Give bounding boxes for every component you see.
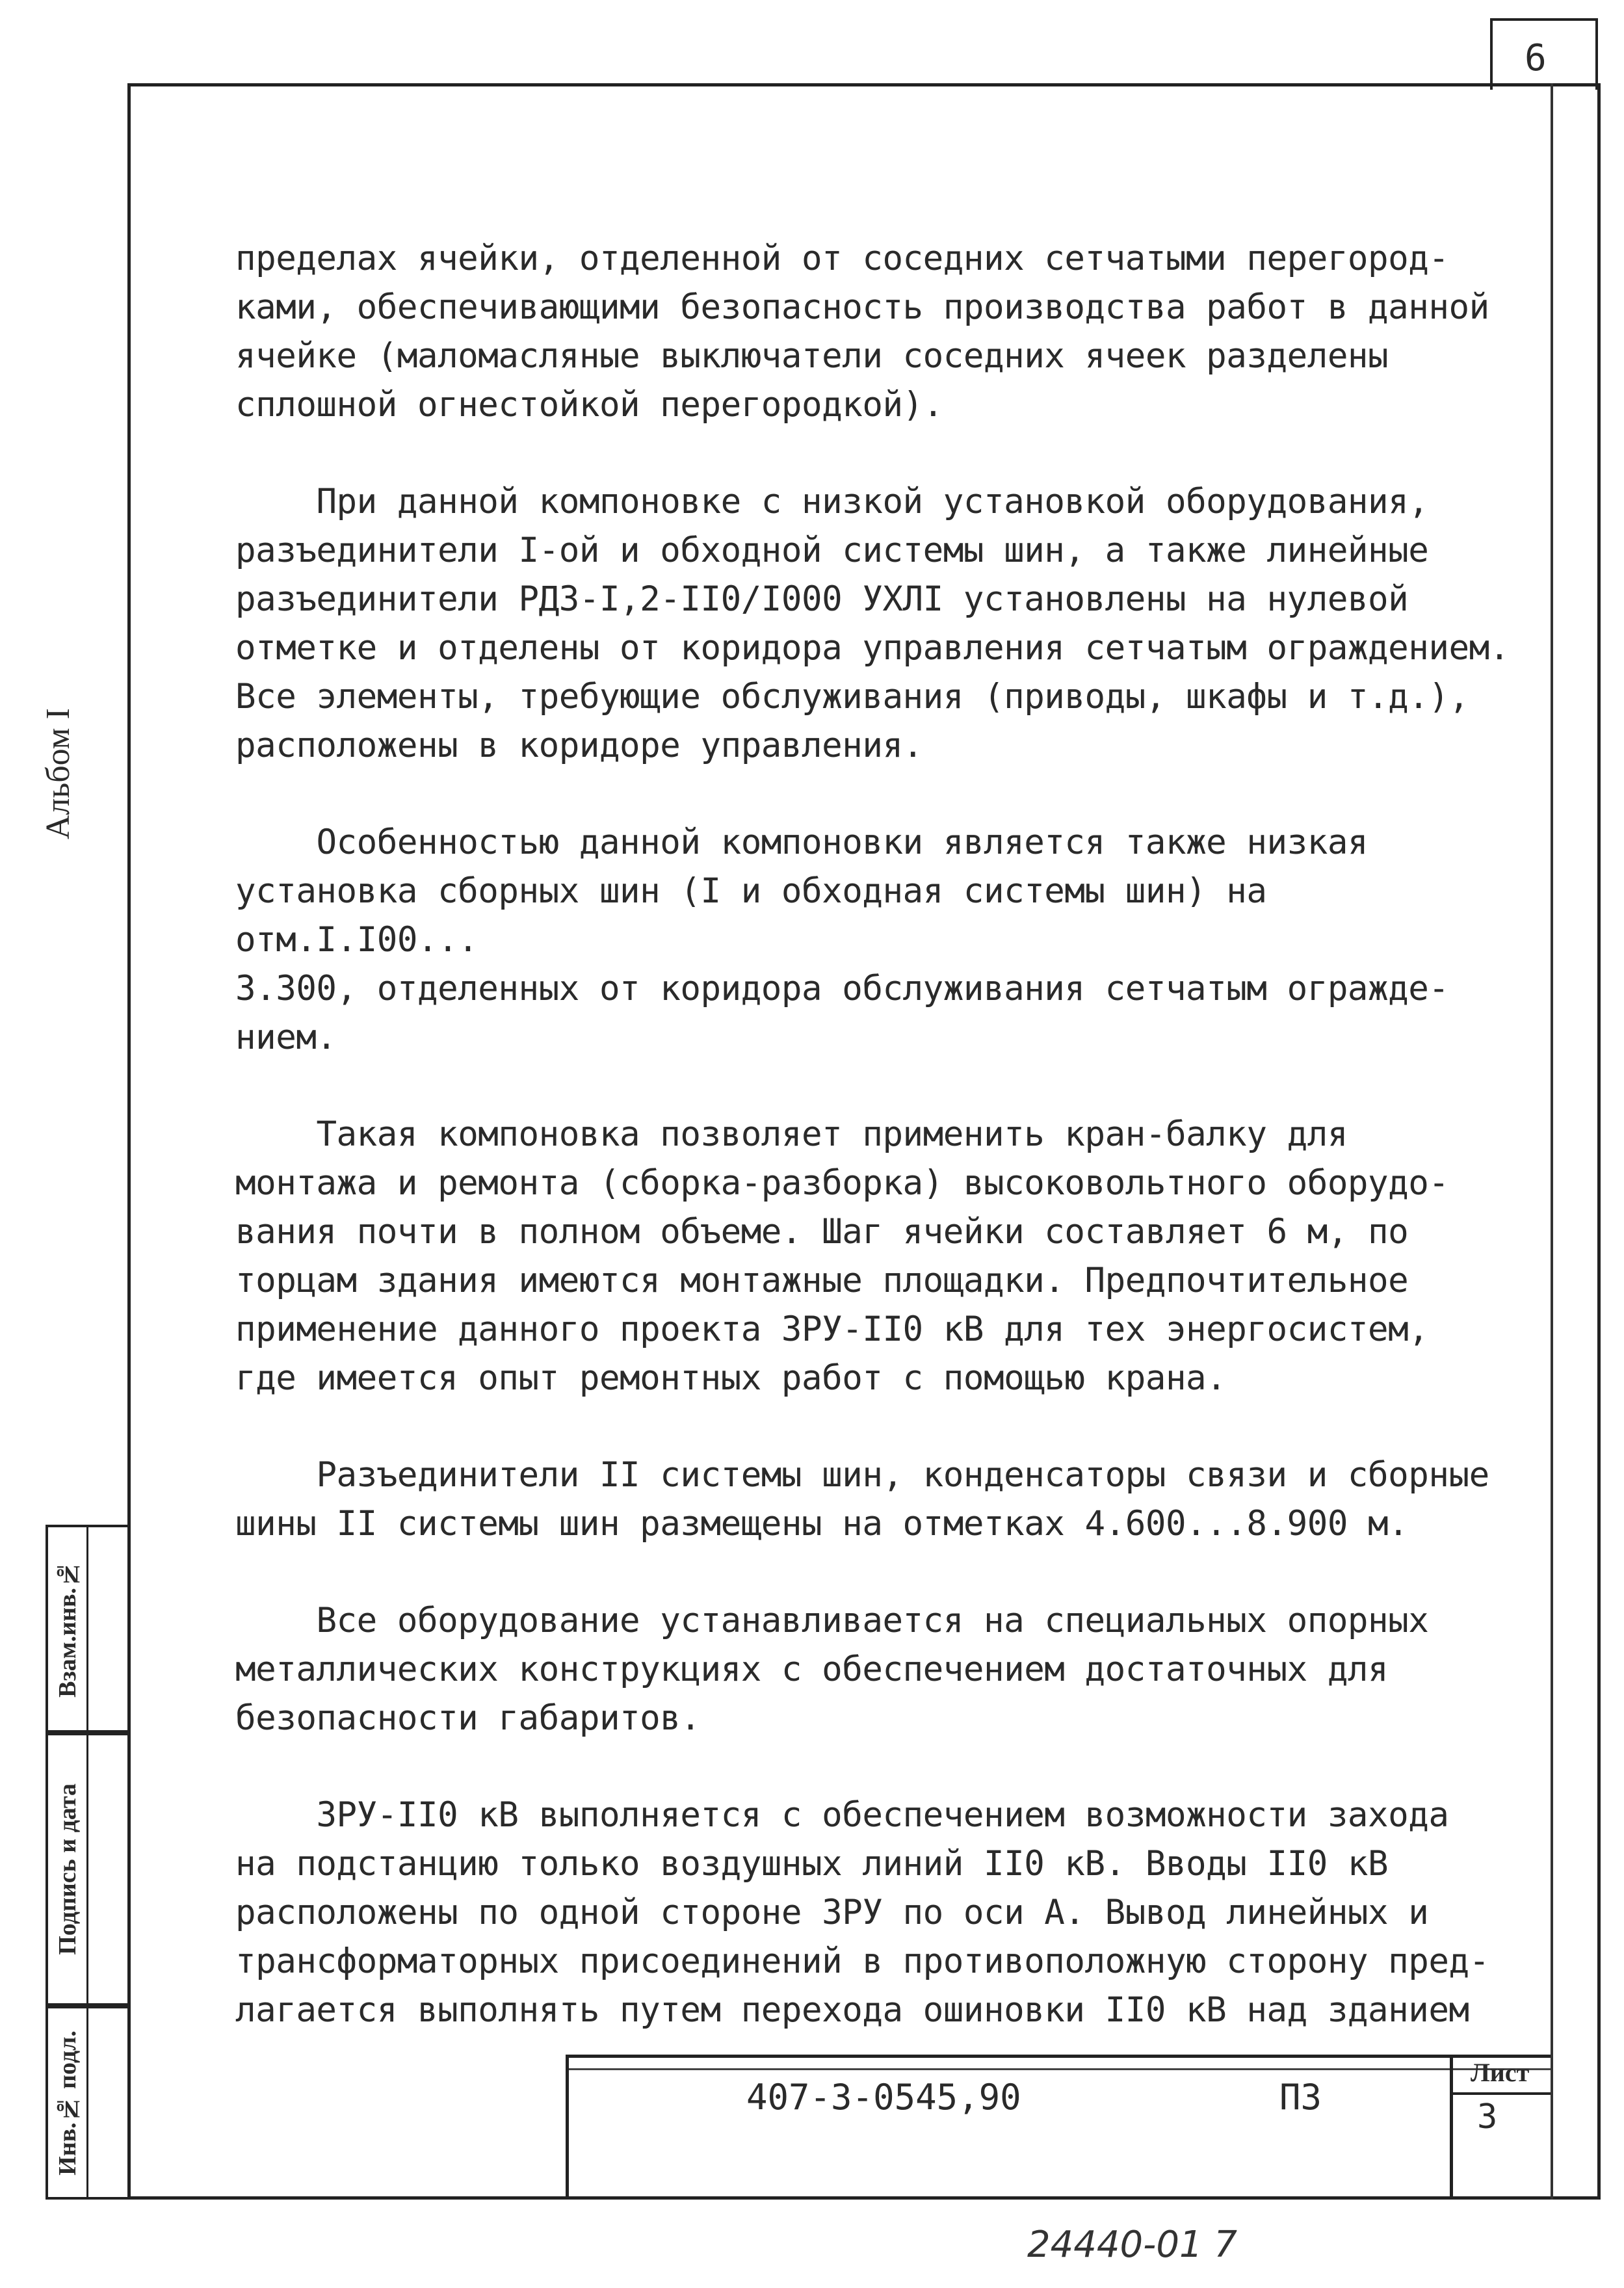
stamp-exchange-inv-label: Взам.инв.№ [53,1560,81,1698]
document-body [235,234,1529,2034]
document-code: 407-3-0545,90 [746,2077,1021,2118]
paragraph: ЗРУ-II0 кВ выполняется с обеспечением возможности захода на подстанцию только воздушных линий II0 кВ. Вводы II0 кВ расположены по одной стороне ЗРУ по оси А. Вывод линейных и трансформаторных присоединений в противоположную сторону пред- лагается выполнять путем перехода ошиновки II0 кВ над зданием [235,1795,1489,2030]
paragraph: Особенностью данной компоновки является также низкая установка сборных шин (I и обходная системы шин) на отм.I.I00... 3.300, отделенных от коридора обслуживания сетчатым огражде- нием. [235,822,1449,1057]
handwritten-note: 24440-01 7 [1027,2224,1238,2266]
paragraph: При данной компоновке с низкой установкой оборудования, разъединители I-ой и обходной системы шин, а также линейные разъединители РДЗ-I,2-II0/I000 УХЛI установлены на нулевой отметке и отделены от коридора управления сетчатым ограждением. Все элементы, требующие обслуживания (приводы, шкафы и т.д.), расположены в коридоре управления. [235,482,1510,765]
page-number: 6 [1525,37,1547,79]
stamp-inv-original [46,2006,127,2200]
sheet-number: 3 [1477,2097,1498,2137]
title-block [566,2055,1551,2200]
stamp-inv-original-label: Инв.№ подл. [53,2030,81,2176]
document-type: ПЗ [1279,2077,1322,2118]
stamp-signature-date-label: Подпись и дата [53,1783,81,1955]
sheet-label: Лист [1471,2058,1530,2087]
paragraph: Разъединители II системы шин, конденсаторы связи и сборные шины II системы шин размещены на отметках 4.600...8.900 м. [235,1455,1489,1544]
paragraph: пределах ячейки, отделенной от соседних сетчатыми перегород- ками, обеспечивающими безопасность производства работ в данной ячейке (маломасляные выключатели соседних ячеек разделены сплошной огнестойкой перегородкой). [235,239,1489,425]
frame-right-rule [1551,83,1553,2200]
stamp-exchange-inv [46,1525,127,1733]
paragraph: Такая компоновка позволяет применить кран-балку для монтажа и ремонта (сборка-разборка) высоковольтного оборудо- вания почти в полном объеме. Шаг ячейки составляет 6 м, по торцам здания имеются монтажные площадки. Предпочтительное применение данного проекта ЗРУ-II0 кВ для тех энергосистем, где имеется опыт ремонтных работ с помощью крана. [235,1114,1449,1398]
paragraph: Все оборудование устанавливается на специальных опорных металлических конструкциях с обеспечением достаточных для безопасности габаритов. [235,1601,1429,1738]
stamp-signature-date [46,1733,127,2006]
album-label: Альбом I [40,708,77,839]
